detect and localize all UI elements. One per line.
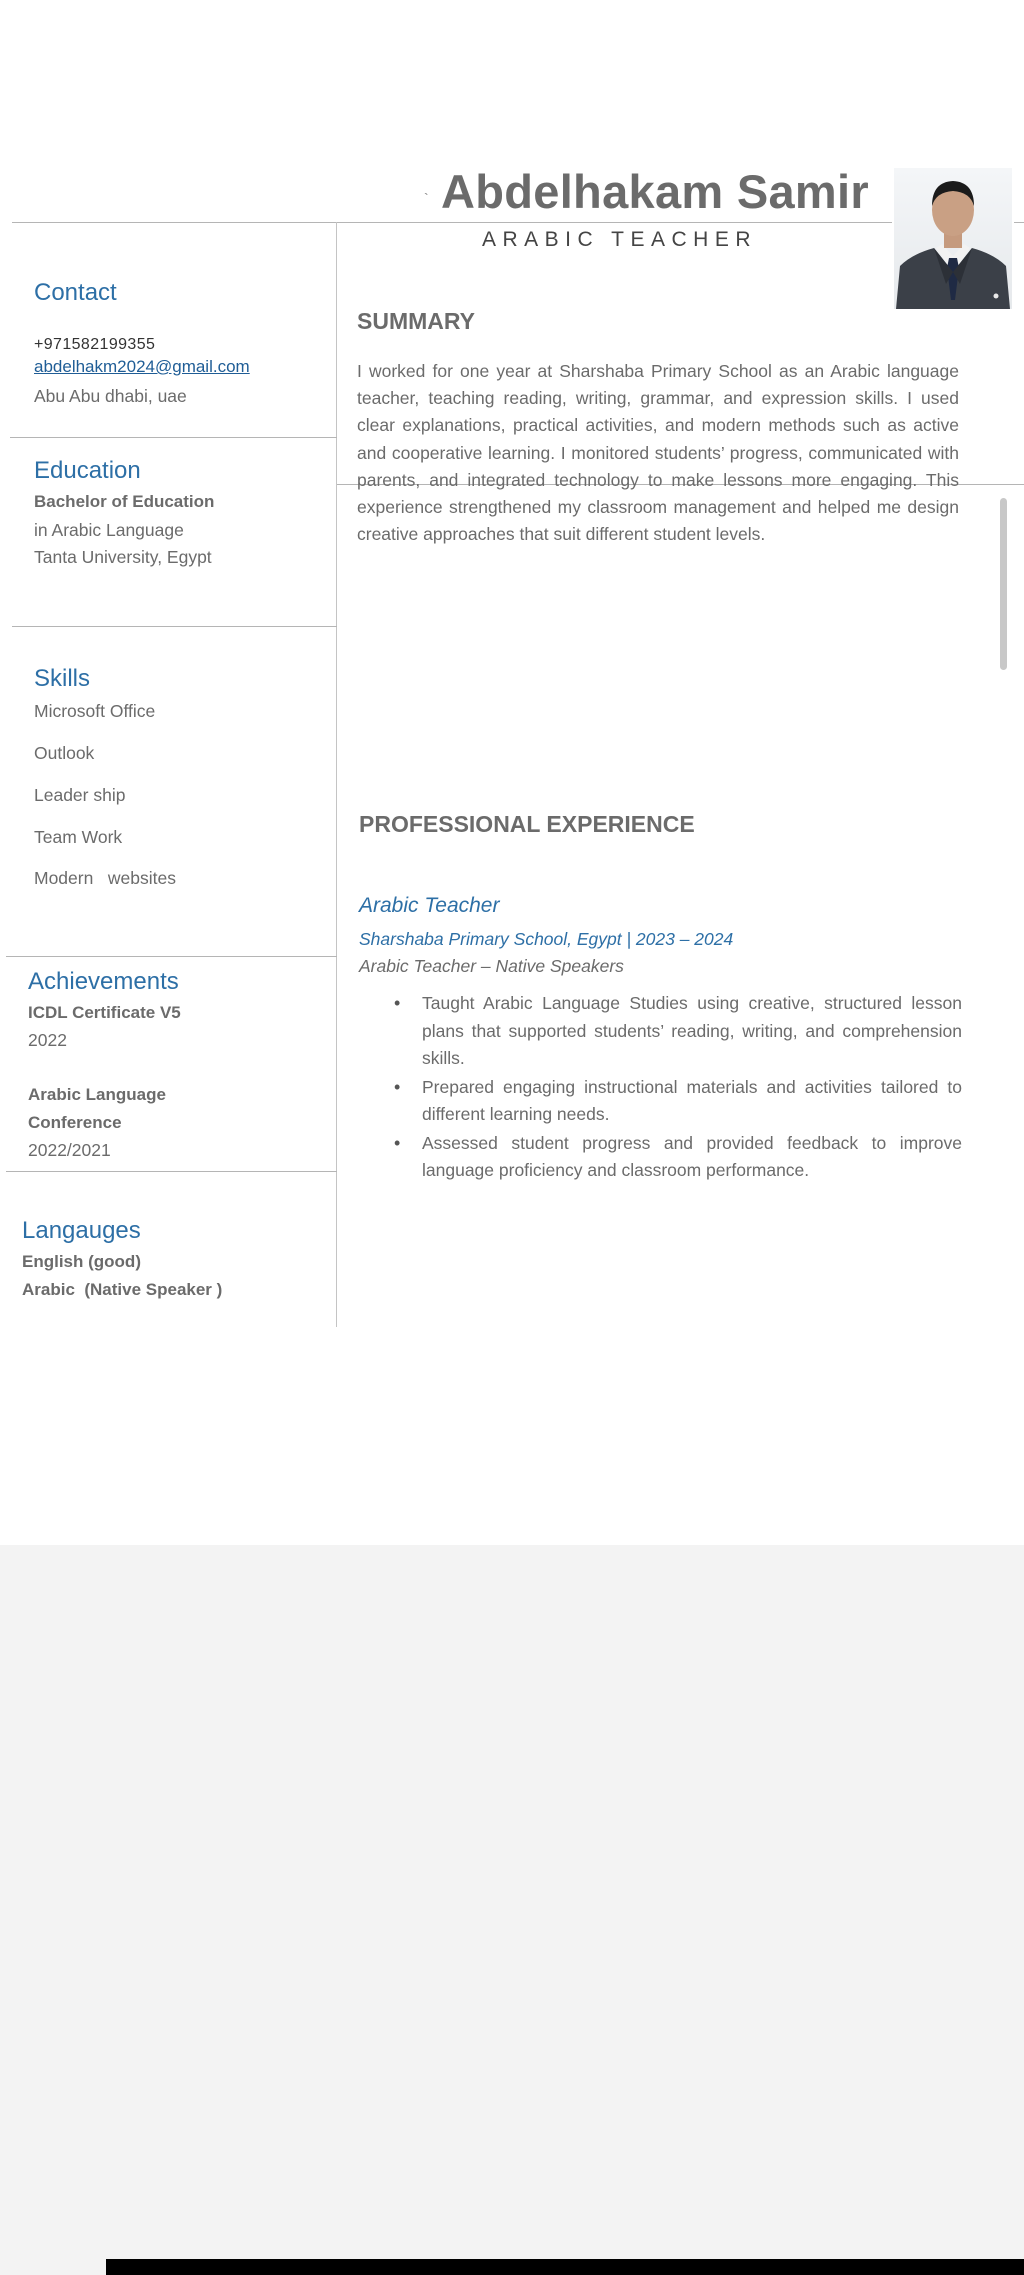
experience-heading: PROFESSIONAL EXPERIENCE	[359, 811, 695, 837]
job-bullet	[394, 990, 962, 1073]
skill-item: Leader ship	[34, 785, 126, 805]
achievements-rule	[6, 1171, 337, 1172]
skill-item: Modern websites	[34, 868, 177, 888]
education-heading: Education	[34, 457, 141, 484]
education-degree: Bachelor of Education	[34, 492, 215, 511]
achievement-title: Arabic Language	[28, 1085, 166, 1104]
contact-heading: Contact	[34, 279, 117, 306]
scrollbar-thumb[interactable]	[1000, 498, 1007, 670]
bullet-icon: •	[394, 1132, 401, 1153]
sidebar-divider	[336, 222, 337, 1327]
contact-email-link[interactable]: abdelhakm2024@gmail.com	[34, 357, 250, 376]
education-rule	[12, 626, 337, 627]
summary-text: I worked for one year at Sharshaba Primary School as an Arabic language teacher, teaching reading, writing, grammar, and expression skills. I used clear explanations, practical activities, and modern methods such as active and cooperative learning. I monitored students’ progress, communicated with parents, and integrated technology to make lessons more engaging. This experience strengthened my classroom management and helped me design creative approaches that suit different student levels.	[357, 361, 959, 545]
contact-location: Abu Abu dhabi, uae	[34, 386, 187, 406]
achievement-title: ICDL Certificate V5	[28, 1003, 181, 1022]
job-employer-dates: Sharshaba Primary School, Egypt | 2023 – 2024	[359, 929, 734, 949]
job-subtitle: ARABIC TEACHER	[482, 228, 757, 251]
header-rule-right	[1014, 222, 1024, 223]
header-rule	[12, 222, 892, 223]
job-bullet	[394, 1074, 962, 1129]
viewer-bottom-bar	[106, 2259, 1024, 2275]
job-bullet-text: Prepared engaging instructional materials and activities tailored to different learning needs.	[422, 1076, 962, 1124]
bullet-icon: •	[394, 1076, 401, 1097]
skill-item: Team Work	[34, 827, 123, 847]
bullet-icon: •	[394, 993, 401, 1013]
contact-rule	[10, 437, 337, 438]
education-field: in Arabic Language	[34, 520, 184, 540]
job-bullet-text: Assessed student progress and provided feedback to improve language proficiency and classroom performance.	[422, 1132, 962, 1180]
job-bullet-list	[394, 990, 962, 1186]
education-university: Tanta University, Egypt	[34, 547, 212, 567]
candidate-name: Abdelhakam Samir	[441, 165, 869, 218]
language-item: Arabic (Native Speaker )	[22, 1280, 223, 1299]
contact-phone: +971582199355	[34, 336, 156, 353]
skills-rule	[6, 956, 337, 957]
profile-photo	[894, 168, 1012, 309]
languages-heading: Langauges	[22, 1217, 141, 1244]
achievement-year: 2022/2021	[28, 1140, 111, 1160]
stray-tick-mark: `	[424, 190, 429, 206]
person-portrait-icon	[894, 168, 1012, 309]
job-title: Arabic Teacher	[359, 894, 500, 917]
achievements-heading: Achievements	[28, 968, 179, 995]
skill-item: Microsoft Office	[34, 701, 156, 721]
job-bullet-text: Taught Arabic Language Studies using creative, structured lesson plans that supported students’ reading, writing, and comprehension skills.	[422, 993, 962, 1068]
skills-heading: Skills	[34, 665, 91, 692]
skill-item: Outlook	[34, 743, 95, 763]
achievement-year: 2022	[28, 1030, 67, 1050]
achievement-title-cont: Conference	[28, 1113, 122, 1132]
job-role: Arabic Teacher – Native Speakers	[359, 956, 624, 976]
language-item: English (good)	[22, 1252, 141, 1271]
summary-heading: SUMMARY	[357, 308, 475, 334]
job-bullet	[394, 1130, 962, 1185]
